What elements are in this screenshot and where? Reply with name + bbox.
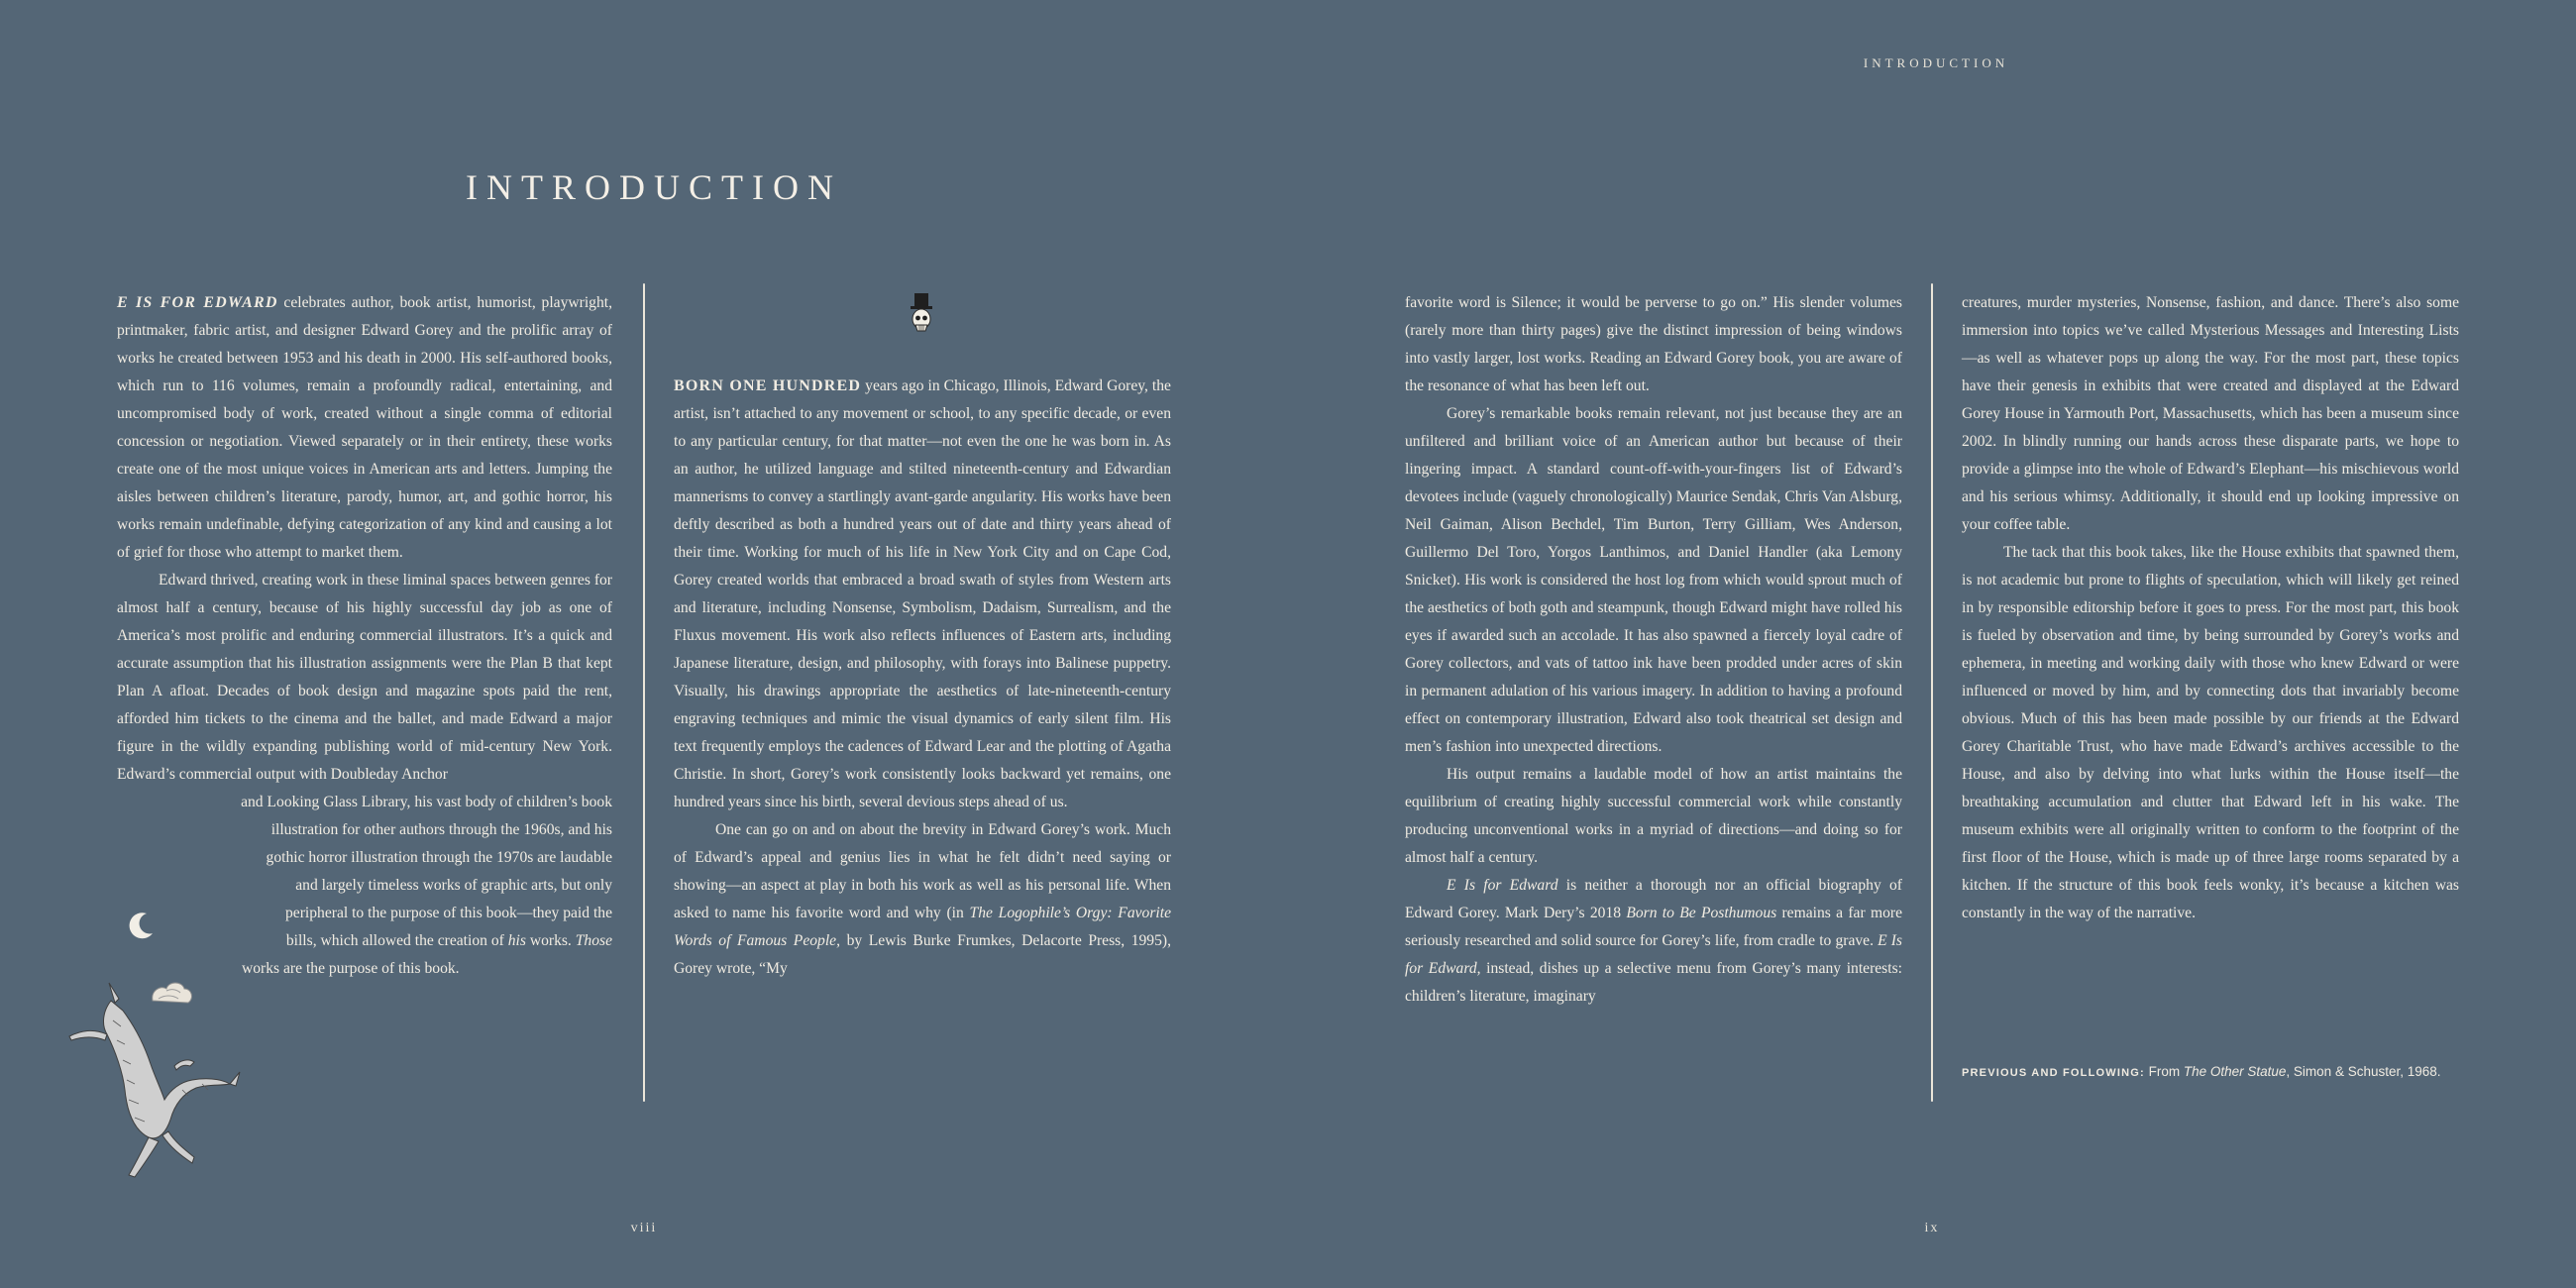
text-line: and Looking Glass Library, his vast body of children’s book	[241, 794, 612, 810]
lead-in: E IS FOR EDWARD	[117, 294, 278, 311]
text-line: illustration for other authors through the 1960s, and his	[270, 821, 612, 838]
paragraph	[117, 567, 612, 789]
text-line: and largely timeless works of graphic arts, but only	[295, 877, 612, 894]
paragraph-text: celebrates author, book artist, humorist, playwright, printmaker, fabric artist, and designer Edward Gorey and the prolific array of works he created between 1953 and his death in 2000. His self-authored books, which run to 116 volumes, remain a profoundly radical, entertaining, and uncompromised body of work, created without a single comma of editorial concession or negotiation. Viewed separately or in their entirety, these works create one of the most unique voices in American arts and letters. Jumping the aisles between children’s literature, parody, humor, art, and gothic horror, his works remain undefinable, defying categorization of any kind and causing a lot of grief for those who attempt to market them.	[117, 294, 612, 561]
column-1	[117, 289, 612, 983]
shaped-text-block	[117, 789, 612, 983]
column-2	[674, 373, 1171, 983]
chapter-title: INTRODUCTION	[466, 167, 842, 207]
text-line: bills, which allowed the creation of his works. Those	[285, 932, 612, 949]
crescent-moon-icon	[123, 910, 157, 943]
figure-caption: PREVIOUS AND FOLLOWING: From The Other Statue, Simon & Schuster, 1968.	[1962, 1064, 2441, 1079]
paragraph: favorite word is Silence; it would be perverse to go on.” His slender volumes (rarely more than thirty pages) give the distinct impression of being windows into vastly larger, lost works. Reading an Edward Gorey book, you are aware of the resonance of what has been left out.	[1405, 294, 1902, 394]
paragraph	[674, 373, 1171, 816]
paragraph	[117, 289, 612, 567]
paragraph-text: years ago in Chicago, Illinois, Edward Gorey, the artist, isn’t attached to any movement or school, to any specific decade, or even to any particular century, for that matter—not even the one he was born in. As an author, he utilized language and stilted nineteenth-century and Edwardian mannerisms to convey a startlingly avant-garde angularity. His works have been deftly described as both a hundred years out of date and thirty years ahead of their time. Working for much of his life in New York City and on Cape Cod, Gorey created worlds that embraced a broad swath of styles from Western arts and literature, including Nonsense, Symbolism, Dadaism, Surrealism, and the Fluxus movement. His work also reflects influences of Eastern arts, including Japanese literature, design, and philosophy, with forays into Balinese puppetry. Visually, his drawings appropriate the aesthetics of late-nineteenth-century engraving techniques and mimic the visual dynamics of early silent film. His text frequently employs the cadences of Edward Lear and the plotting of Agatha Christie. In short, Gorey’s work consistently looks backward yet remains, one hundred years since his birth, several devious steps ahead of us.	[674, 377, 1171, 810]
paragraph-text: Edward thrived, creating work in these liminal spaces between genres for almost half a century, because of his highly successful day job as one of America’s most prolific and enduring commercial illustrators. It’s a quick and accurate assumption that his illustration assignments were the Plan B that kept Plan A afloat. Decades of book design and magazine spots paid the rent, afforded him tickets to the cinema and the ballet, and made Edward a major figure in the wildly expanding publishing world of mid-century New York. Edward’s commercial output with Doubleday Anchor	[117, 572, 612, 783]
paragraph: The tack that this book takes, like the House exhibits that spawned them, is not academic but prone to flights of speculation, which will likely get reined in by responsible editorship before it goes to press. For the most part, this book is fueled by observation and time, by being surrounded by Gorey’s works and ephemera, in meeting and working daily with those who knew Edward or were influenced or moved by him, and by connecting dots that invariably become obvious. Much of this has been made possible by our friends at the Edward Gorey Charitable Trust, who have made Edward’s archives accessible to the House, and also by delving into what lurks within the House itself—the breathtaking accumulation and clutter that Edward left in his wake. The museum exhibits were all originally written to conform to the footprint of the first floor of the House, which is made up of three large rooms separated by a kitchen. If the structure of this book feels wonky, it’s because a kitchen was constantly in the way of the narrative.	[1962, 544, 2459, 921]
column-4	[1962, 289, 2459, 927]
paragraph: Gorey’s remarkable books remain relevant, not just because they are an unfiltered and brilliant voice of an American author but because of their lingering impact. A standard count-off-with-your-fingers list of Edward’s devotees include (vaguely chronologically) Maurice Sendak, Chris Van Alsburg, Neil Gaiman, Alison Bechdel, Tim Burton, Terry Gilliam, Wes Anderson, Guillermo Del Toro, Yorgos Lanthimos, and Daniel Handler (aka Lemony Snicket). His work is considered the host log from which would sprout much of the aesthetics of both goth and steampunk, though Edward might have rolled his eyes if awarded such an accolade. It has also spawned a fiercely loyal cadre of Gorey collectors, and vats of tattoo ink have been prodded under acres of skin in permanent adulation of his various imagery. In addition to having a profound effect on contemporary illustration, Edward also took theatrical set design and men’s fashion into unexpected directions.	[1405, 405, 1902, 755]
text-line: peripheral to the purpose of this book—they paid the	[285, 905, 612, 921]
text-line: gothic horror illustration through the 1970s are laudable	[266, 849, 612, 866]
gorey-creature-illustration	[63, 981, 242, 1179]
paragraph: creatures, murder mysteries, Nonsense, fashion, and dance. There’s also some immersion into topics we’ve called Mysterious Messages and Interesting Lists—as well as whatever pops up along the way. For the most part, these topics have their genesis in exhibits that were created and displayed at the Edward Gorey House in Yarmouth Port, Massachusetts, which has been a museum since 2002. In blindly running our hands across these disparate parts, we hope to provide a glimpse into the whole of Edward’s Elephant—his mischievous world and his serious whimsy. Additionally, it should end up looking impressive on your coffee table.	[1962, 294, 2459, 533]
paragraph: E Is for Edward is neither a thorough nor an official biography of Edward Gorey. Mark Dery’s 2018 Born to Be Posthumous remains a far more seriously researched and solid source for Gorey’s life, from cradle to grave. E Is for Edward, instead, dishes up a selective menu from Gorey’s many interests: children’s literature, imaginary	[1405, 877, 1902, 1005]
column-divider	[1931, 283, 1933, 1102]
paragraph: His output remains a laudable model of how an artist maintains the equilibrium of creating highly successful commercial work while constantly producing unconventional works in a myriad of directions—and doing so for almost half a century.	[1405, 766, 1902, 866]
running-head: INTRODUCTION	[1863, 55, 2009, 70]
column-divider	[643, 283, 645, 1102]
lead-in: BORN ONE HUNDRED	[674, 377, 862, 394]
page-number-left: viii	[630, 1221, 658, 1235]
top-hat-skull-icon	[904, 291, 939, 339]
page-number-right: ix	[1924, 1221, 1940, 1235]
paragraph: One can go on and on about the brevity in Edward Gorey’s work. Much of Edward’s appeal and genius lies in what he felt didn’t need saying or showing—an aspect at play in both his work as well as his personal life. When asked to name his favorite word and why (in The Logophile’s Orgy: Favorite Words of Famous People, by Lewis Burke Frumkes, Delacorte Press, 1995), Gorey wrote, “My	[674, 821, 1172, 977]
text-line: works are the purpose of this book.	[242, 960, 460, 977]
column-3	[1405, 289, 1902, 1011]
